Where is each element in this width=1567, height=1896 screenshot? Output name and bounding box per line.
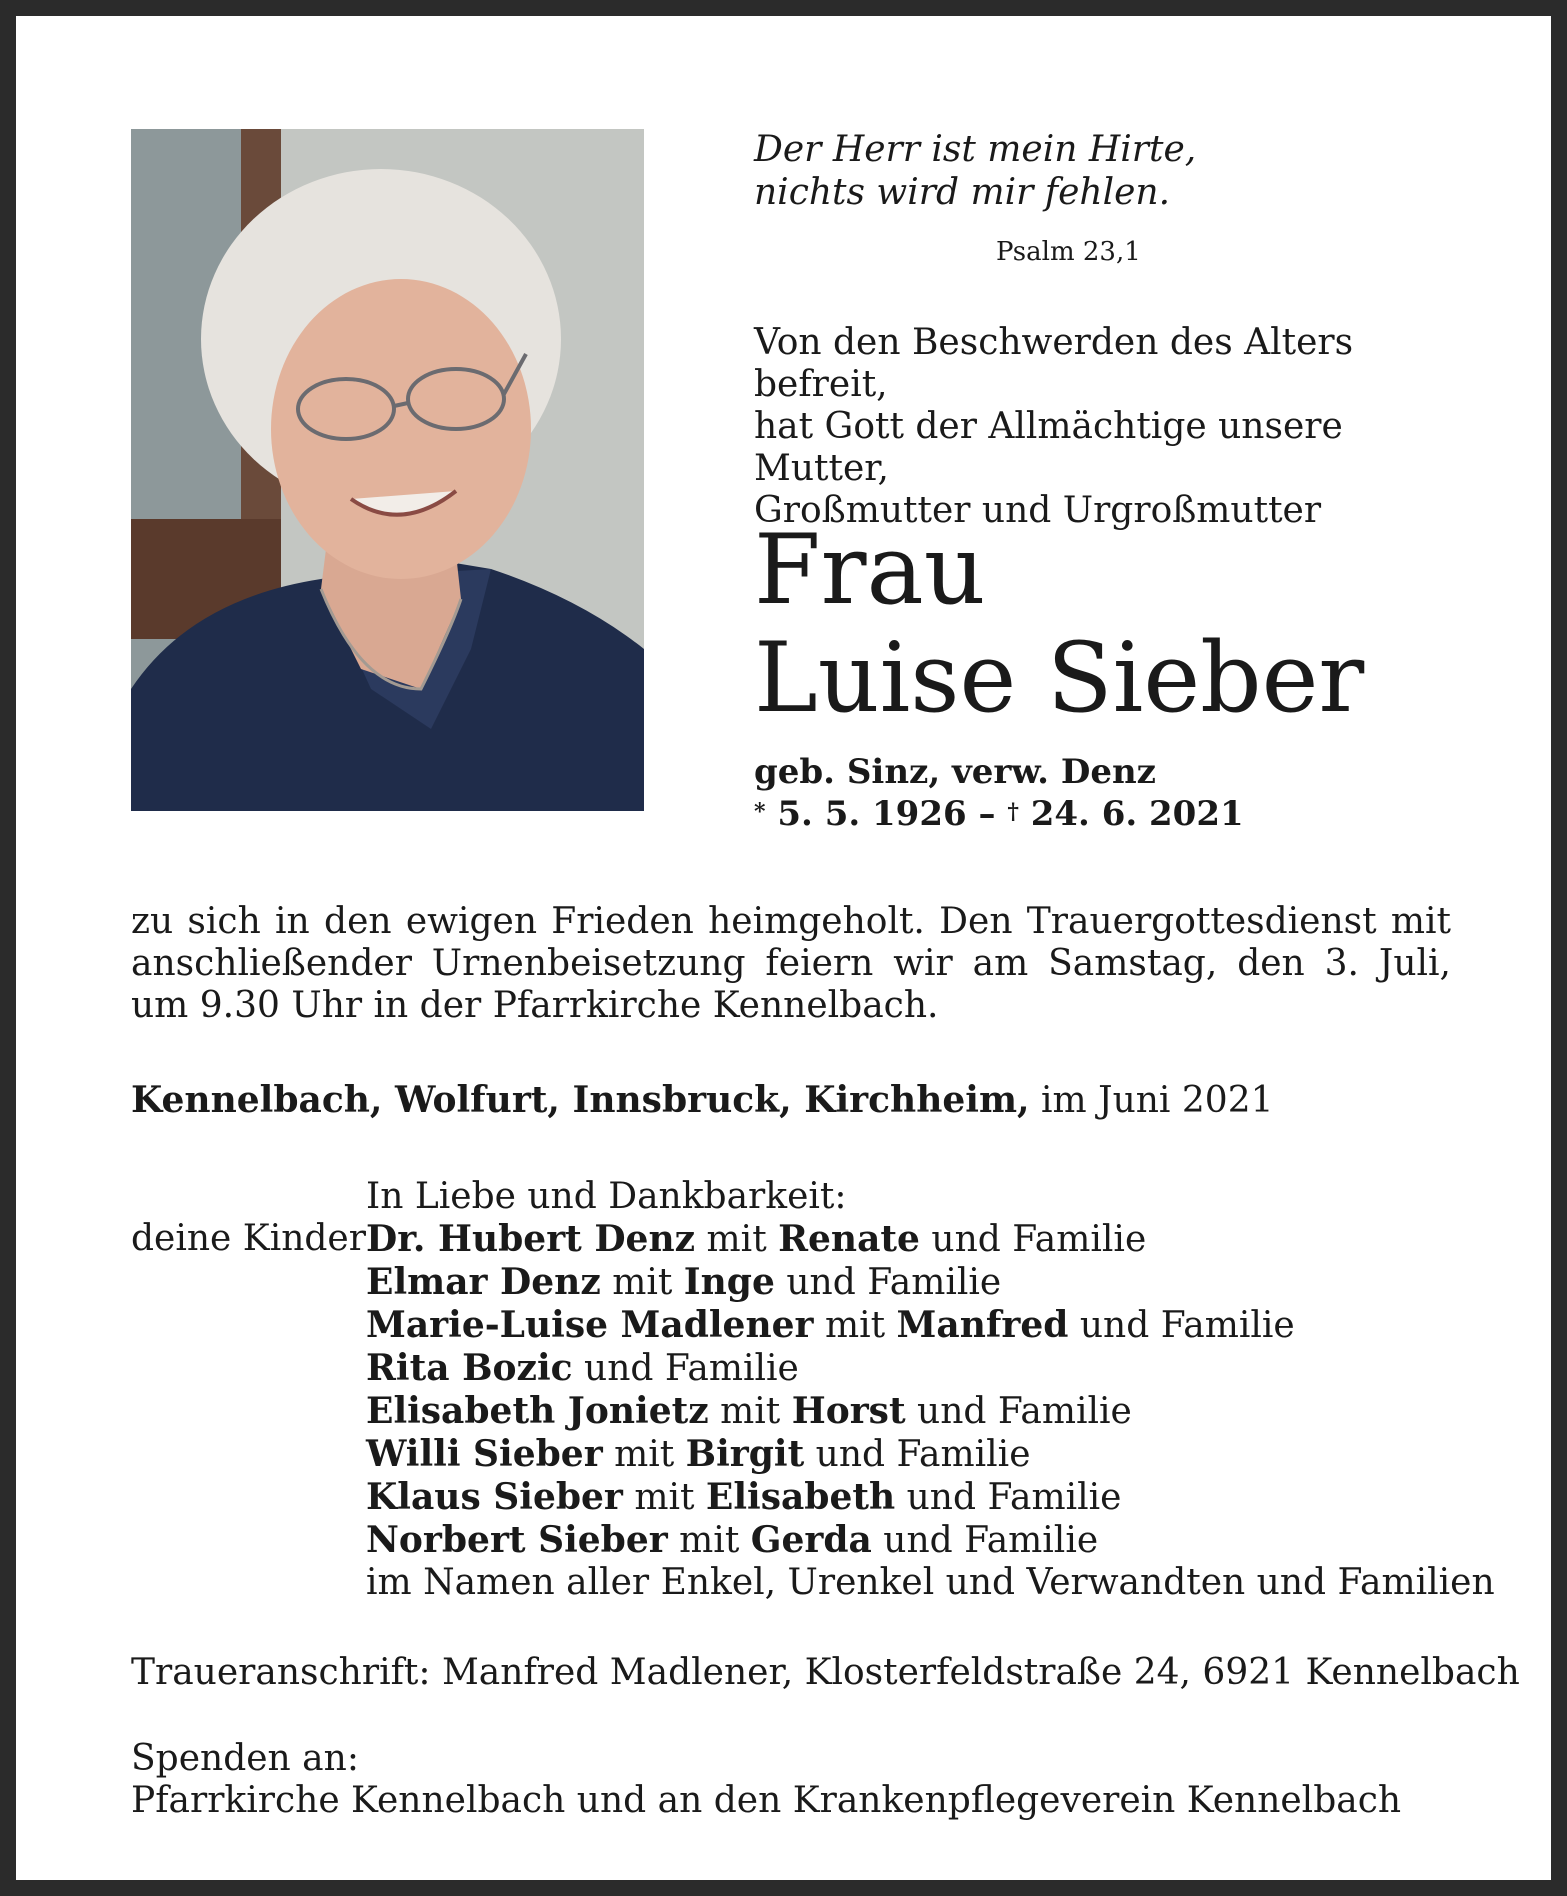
child-row	[131, 1304, 1495, 1347]
family-suffix: und Familie	[871, 1520, 1099, 1561]
child-entry	[366, 1433, 1031, 1476]
quote-line-2: nichts wird mir fehlen.	[754, 172, 1171, 213]
partner-name: Elisabeth	[705, 1476, 896, 1518]
intro-line-3: Großmutter und Urgroßmutter	[754, 490, 1322, 531]
partner-name: Manfred	[896, 1304, 1069, 1346]
child-entry	[366, 1390, 1132, 1433]
row-spacer	[131, 1519, 366, 1562]
family-list	[131, 1176, 1495, 1604]
child-entry	[366, 1519, 1098, 1562]
child-name: Elisabeth Jonietz	[366, 1390, 709, 1432]
quote-line-1: Der Herr ist mein Hirte,	[754, 129, 1197, 170]
child-entry	[366, 1261, 1001, 1304]
connector-text: mit	[622, 1477, 706, 1518]
connector-text: mit	[600, 1262, 684, 1303]
partner-name: Horst	[791, 1390, 906, 1432]
child-row	[131, 1347, 1495, 1390]
child-entry	[366, 1476, 1121, 1519]
child-row	[131, 1390, 1495, 1433]
family-closing-row	[131, 1562, 1495, 1604]
child-name: Marie-Luise Madlener	[366, 1304, 814, 1346]
family-suffix: und Familie	[919, 1219, 1147, 1260]
family-suffix: und Familie	[804, 1434, 1031, 1475]
family-suffix: und Familie	[572, 1348, 799, 1389]
connector-text: mit	[667, 1520, 751, 1561]
date-separator: –	[966, 794, 1008, 834]
child-entry	[366, 1347, 799, 1390]
deceased-name-block	[754, 516, 1364, 732]
child-row	[131, 1218, 1495, 1261]
connector-text: mit	[708, 1391, 792, 1432]
death-symbol: †	[1007, 799, 1019, 825]
partner-name: Renate	[778, 1218, 920, 1260]
children-rows	[131, 1218, 1495, 1562]
connector-text: mit	[602, 1434, 686, 1475]
child-row	[131, 1519, 1495, 1562]
connector-text: mit	[813, 1305, 897, 1346]
row-spacer	[131, 1304, 366, 1347]
maiden-name: geb. Sinz, verw. Denz	[754, 752, 1156, 792]
notice-date: im Juni 2021	[1029, 1080, 1274, 1121]
family-suffix: und Familie	[905, 1391, 1132, 1432]
intro-line-2: hat Gott der Allmächtige unsere Mutter,	[754, 406, 1355, 489]
heading-spacer	[131, 1176, 366, 1218]
places: Kennelbach, Wolfurt, Innsbruck, Kirchheim,	[131, 1079, 1030, 1121]
child-name: Dr. Hubert Denz	[366, 1218, 696, 1260]
family-suffix: und Familie	[895, 1477, 1122, 1518]
partner-name: Birgit	[685, 1433, 805, 1475]
intro-line-1: Von den Beschwerden des Alters befreit,	[754, 322, 1365, 405]
portrait-illustration	[131, 129, 644, 811]
life-dates	[754, 793, 1244, 835]
mourning-address: Traueranschrift: Manfred Madlener, Klosterfeldstraße 24, 6921 Kennelbach	[131, 1652, 1520, 1693]
row-spacer	[131, 1261, 366, 1304]
family-suffix: und Familie	[1068, 1305, 1295, 1346]
child-name: Rita Bozic	[366, 1347, 573, 1389]
child-name: Elmar Denz	[366, 1261, 601, 1303]
row-spacer	[131, 1433, 366, 1476]
connector-text: mit	[695, 1219, 779, 1260]
child-entry	[366, 1218, 1146, 1261]
row-spacer	[131, 1476, 366, 1519]
child-name: Willi Sieber	[366, 1433, 603, 1475]
family-closing: im Namen aller Enkel, Urenkel und Verwandten und Familien	[366, 1562, 1495, 1603]
family-heading-row	[131, 1176, 1495, 1218]
family-suffix: und Familie	[774, 1262, 1002, 1303]
salutation: Frau	[754, 514, 986, 626]
child-entry	[366, 1304, 1295, 1347]
donation-recipients: Pfarrkirche Kennelbach und an den Krankenpflegeverein Kennelbach	[131, 1780, 1402, 1821]
child-row	[131, 1476, 1495, 1519]
funeral-notice-text: zu sich in den ewigen Frieden heimgeholt. Den Trauergottesdienst mit anschließender Urnenbeisetzung feiern wir am Samstag, den 3. Juli, um 9.30 Uhr in der Pfarrkirche Kennelbach.	[131, 901, 1451, 1026]
life-details	[754, 751, 1244, 835]
intro-text	[754, 322, 1474, 532]
quote-source: Psalm 23,1	[996, 237, 1141, 267]
children-label: deine Kinder	[131, 1218, 366, 1259]
family-heading: In Liebe und Dankbarkeit:	[366, 1176, 847, 1217]
child-name: Klaus Sieber	[366, 1476, 623, 1518]
closing-spacer	[131, 1562, 366, 1604]
portrait-photo	[131, 129, 644, 811]
child-row	[131, 1433, 1495, 1476]
places-and-date	[131, 1079, 1274, 1122]
row-spacer	[131, 1347, 366, 1390]
partner-name: Inge	[683, 1261, 775, 1303]
child-name: Norbert Sieber	[366, 1519, 668, 1561]
birth-symbol: *	[754, 799, 766, 825]
bible-quote	[754, 128, 1314, 214]
birth-date: 5. 5. 1926	[777, 794, 967, 834]
donation-label: Spenden an:	[131, 1738, 359, 1779]
child-row	[131, 1261, 1495, 1304]
deceased-name: Luise Sieber	[754, 622, 1365, 734]
row-spacer	[131, 1390, 366, 1433]
partner-name: Gerda	[750, 1519, 872, 1561]
donation-info	[131, 1738, 1401, 1822]
death-date: 24. 6. 2021	[1030, 794, 1244, 834]
